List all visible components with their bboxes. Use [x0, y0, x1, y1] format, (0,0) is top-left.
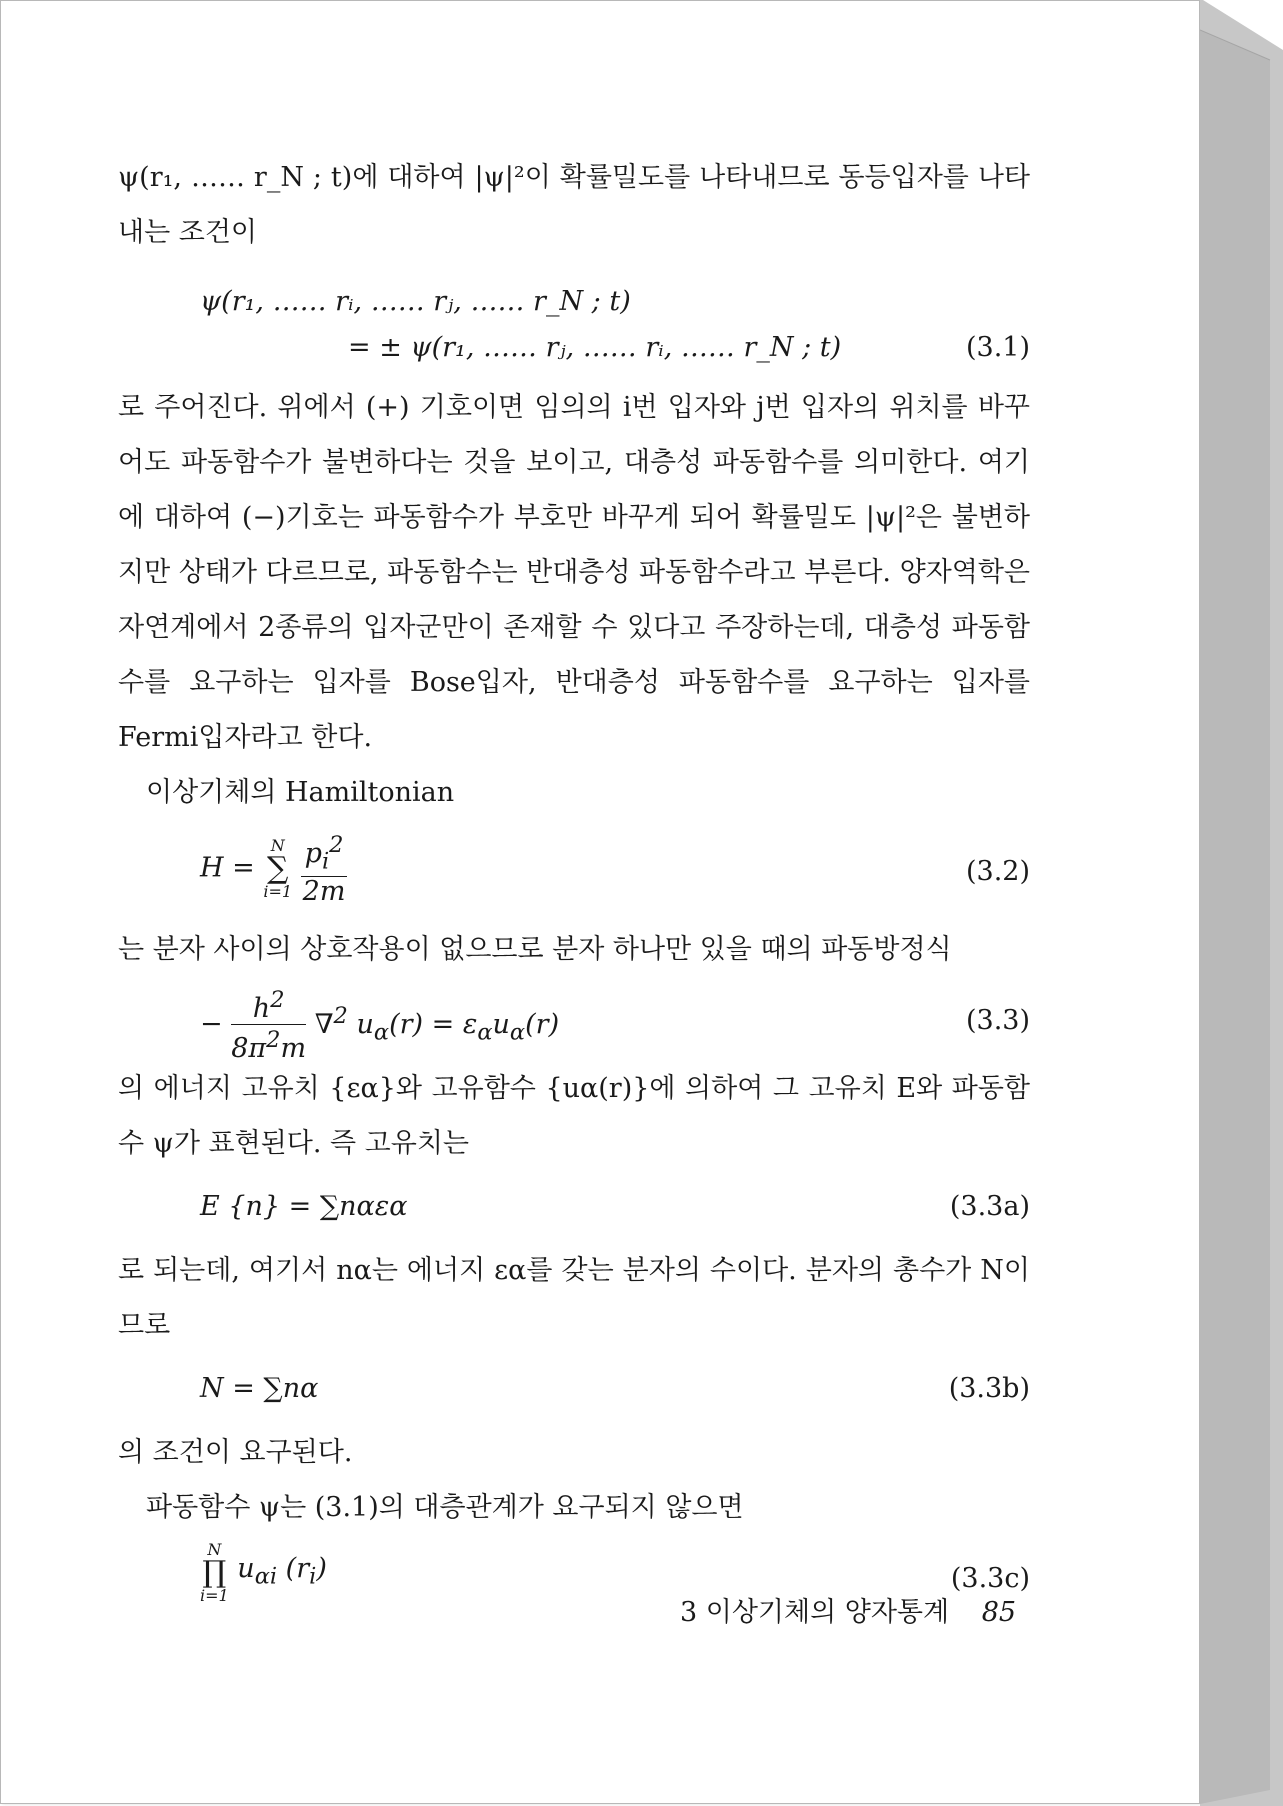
page-number: 85 — [981, 1597, 1017, 1628]
fraction: $\frac{p_i^2}{2m}$ — [301, 830, 348, 907]
page-stack-edge — [1200, 0, 1283, 1806]
paragraph-3: 이상기체의 Hamiltonian — [146, 777, 455, 808]
fraction: $\frac{h^2}{8\pi^2m}$ — [231, 987, 307, 1064]
equation-3-3b — [118, 1359, 1030, 1419]
equation-3-1 — [118, 266, 1030, 374]
paragraph-1: ψ(r₁, …… r_N ; t)에 대하여 |ψ|²이 확률밀도를 나타내므로 동등입자를 나타내는 조건이 — [118, 162, 1030, 248]
page-body — [118, 150, 1030, 1619]
energy-expression: E {n} = ∑nαεα — [200, 1191, 408, 1222]
paragraph-5: 의 에너지 고유치 {εα}와 고유함수 {uα(r)}에 의하여 그 고유치 E와 파동함수 ψ가 표현된다. 즉 고유치는 — [118, 1073, 1030, 1159]
equation-3-1-line1: ψ(r₁, …… rᵢ, …… rⱼ, …… r_N ; t) — [200, 286, 631, 317]
equation-3-3a — [118, 1177, 1030, 1237]
product-symbol: N ∏ i=1 — [200, 1540, 229, 1605]
paragraph-7: 의 조건이 요구된다. — [118, 1437, 353, 1468]
total-number-expression: N = ∑nα — [200, 1373, 319, 1404]
hamiltonian-expression: H = N ∑ i=1 $\frac{p_i^2}{2m}$ — [200, 830, 347, 907]
sum-symbol: N ∑ i=1 — [263, 835, 293, 901]
equation-number: (3.3b) — [948, 1373, 1030, 1404]
paragraph-4: 는 분자 사이의 상호작용이 없으므로 분자 하나만 있을 때의 파동방정식 — [118, 934, 952, 965]
chapter-title: 3 이상기체의 양자통계 — [680, 1597, 950, 1628]
paragraph-6: 로 되는데, 여기서 nα는 에너지 εα를 갖는 분자의 수이다. 분자의 총수가 N이므로 — [118, 1255, 1030, 1341]
page-footer — [680, 1590, 1016, 1629]
equation-number: (3.3) — [965, 1005, 1030, 1036]
paragraph-2: 로 주어진다. 위에서 (+) 기호이면 임의의 i번 입자와 j번 입자의 위치를 바꾸어도 파동함수가 불변하다는 것을 보이고, 대층성 파동함수를 의미한다. 여기에 대하여 (−)기호는 파동함수가 부호만 바꾸게 되어 확률밀도 |ψ|²은 불변하지만 상태가 다르므로, 파동함수는 반대층성 파동함수라고 부른다. 양자역학은 자연계에서 2종류의 입자군만이 존재할 수 있다고 주장하는데, 대층성 파동함수를 요구하는 입자를 Bose입자, 반대층성 파동함수를 요구하는 입자를 Fermi입자라고 한다. — [118, 392, 1030, 753]
wave-equation-expression: − $\frac{h^2}{8\pi^2m}$ ∇$^2$ $u_\alpha(r) = \varepsilon_\alpha u_\alpha(r)$ — [200, 987, 560, 1064]
product-expression: N ∏ i=1 $u_{\alpha i}$ $(r_i)$ — [200, 1540, 327, 1605]
equation-number: (3.3a) — [949, 1191, 1030, 1222]
equation-3-2 — [118, 826, 1030, 916]
equation-number: (3.3c) — [950, 1563, 1030, 1594]
equation-number: (3.2) — [965, 856, 1030, 887]
equation-3-3 — [118, 983, 1030, 1064]
equation-3-1-line2: = ± ψ(r₁, …… rⱼ, …… rᵢ, …… r_N ; t) — [348, 332, 842, 363]
equation-number: (3.1) — [965, 332, 1030, 363]
paragraph-8: 파동함수 ψ는 (3.1)의 대층관계가 요구되지 않으면 — [146, 1492, 744, 1523]
